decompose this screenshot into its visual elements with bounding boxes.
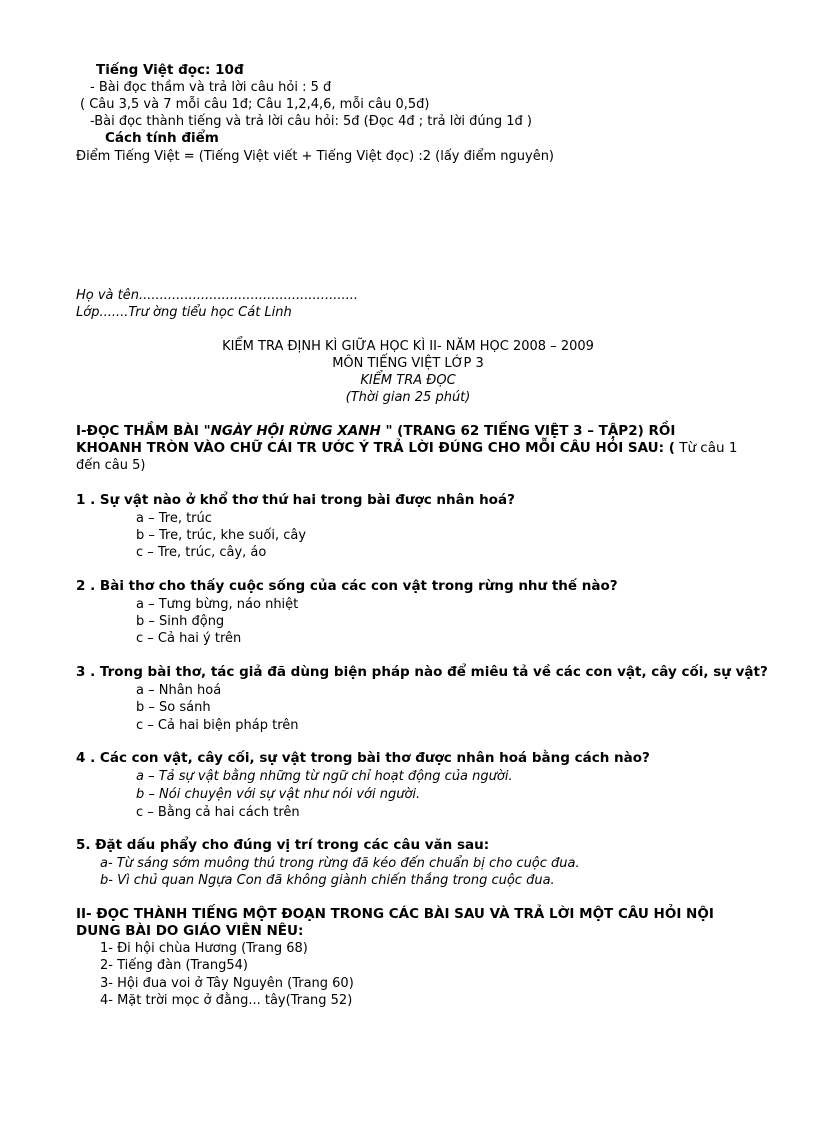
question-4-option-c: c – Bằng cả hai cách trên: [136, 805, 300, 820]
question-1-title: 1 . Sự vật nào ở khổ thơ thứ hai trong bài được nhân hoá?: [76, 492, 515, 508]
scoring-formula: Điểm Tiếng Việt = (Tiếng Việt viết + Tiếng Việt đọc) :2 (lấy điểm nguyên): [76, 149, 555, 164]
part1-heading-line3: đến câu 5): [76, 458, 146, 473]
scoring-method-title: Cách tính điểm: [105, 130, 219, 146]
part1-rest: " (TRANG 62 TIẾNG VIỆT 3 – TẬP2) RỒI: [385, 423, 676, 439]
part2-item-4: 4- Mặt trời mọc ở đằng... tây(Trang 52): [100, 993, 353, 1008]
part1-prefix: I-ĐỌC THẦM BÀI ": [76, 423, 211, 439]
exam-time: (Thời gian 25 phút): [345, 390, 471, 405]
part1-instruction-tail: Từ câu 1: [674, 440, 738, 456]
question-3-option-a: a – Nhân hoá: [136, 683, 222, 698]
question-2-option-a: a – Tưng bừng, náo nhiệt: [136, 597, 299, 612]
exam-title: KIỂM TRA ĐỊNH KÌ GIỮA HỌC KÌ II- NĂM HỌC 2008 – 2009: [222, 339, 594, 354]
exam-section: KIỂM TRA ĐỌC: [360, 373, 456, 388]
scoring-title: Tiếng Việt đọc: 10đ: [96, 62, 244, 78]
question-2-option-c: c – Cả hai ý trên: [136, 631, 242, 646]
question-2-option-b: b – Sinh động: [136, 614, 225, 629]
question-2-title: 2 . Bài thơ cho thấy cuộc sống của các con vật trong rừng như thế nào?: [76, 578, 618, 594]
scoring-line-question-points: ( Câu 3,5 và 7 mỗi câu 1đ; Câu 1,2,4,6, mỗi câu 0,5đ): [80, 97, 430, 112]
scoring-line-silent-reading: - Bài đọc thầm và trả lời câu hỏi : 5 đ: [90, 80, 332, 95]
part1-instruction: KHOANH TRÒN VÀO CHỮ CÁI TR ƯỚC Ý TRẢ LỜI ĐÚNG CHO MỖI CÂU HỎI SAU: (: [76, 440, 675, 456]
exam-subject: MÔN TIẾNG VIỆT LỚP 3: [332, 356, 484, 371]
student-name-line: Họ và tên.....................................................: [76, 288, 359, 303]
question-1-option-c: c – Tre, trúc, cây, áo: [136, 545, 267, 560]
part1-heading-line2: [76, 440, 737, 457]
question-4-option-a: a – Tả sự vật bằng những từ ngữ chỉ hoạt động của người.: [136, 769, 513, 784]
part1-heading-line1: [76, 423, 675, 440]
question-1-option-a: a – Tre, trúc: [136, 511, 212, 526]
question-3-title: 3 . Trong bài thơ, tác giả đã dùng biện pháp nào để miêu tả về các con vật, cây cối, sự vật?: [76, 664, 768, 680]
part2-heading-line1: II- ĐỌC THÀNH TIẾNG MỘT ĐOẠN TRONG CÁC BÀI SAU VÀ TRẢ LỜI MỘT CÂU HỎI NỘI: [76, 906, 714, 922]
part1-story-title: NGÀY HỘI RỪNG XANH: [210, 423, 386, 439]
question-5-title: 5. Đặt dấu phẩy cho đúng vị trí trong các câu văn sau:: [76, 837, 490, 853]
part2-item-3: 3- Hội đua voi ở Tây Nguyên (Trang 60): [100, 976, 354, 991]
question-1-option-b: b – Tre, trúc, khe suối, cây: [136, 528, 307, 543]
student-class-line: Lớp.......Trư ờng tiểu học Cát Linh: [76, 305, 292, 320]
part2-heading-line2: DUNG BÀI DO GIÁO VIÊN NÊU:: [76, 923, 304, 939]
question-4-option-b: b – Nói chuyện với sự vật như nói với người.: [136, 787, 421, 802]
question-3-option-c: c – Cả hai biện pháp trên: [136, 718, 299, 733]
scoring-line-read-aloud: -Bài đọc thành tiếng và trả lời câu hỏi: 5đ (Đọc 4đ ; trả lời đúng 1đ ): [90, 114, 532, 129]
question-3-option-b: b – So sánh: [136, 700, 211, 715]
part2-item-1: 1- Đi hội chùa Hương (Trang 68): [100, 941, 308, 956]
question-5-sentence-a: a- Từ sáng sớm muông thú trong rừng đã kéo đến chuẩn bị cho cuộc đua.: [100, 856, 580, 871]
question-5-sentence-b: b- Vì chủ quan Ngựa Con đã không giành chiến thắng trong cuộc đua.: [100, 873, 555, 888]
question-4-title: 4 . Các con vật, cây cối, sự vật trong bài thơ được nhân hoá bằng cách nào?: [76, 750, 650, 766]
part2-item-2: 2- Tiếng đàn (Trang54): [100, 958, 248, 973]
